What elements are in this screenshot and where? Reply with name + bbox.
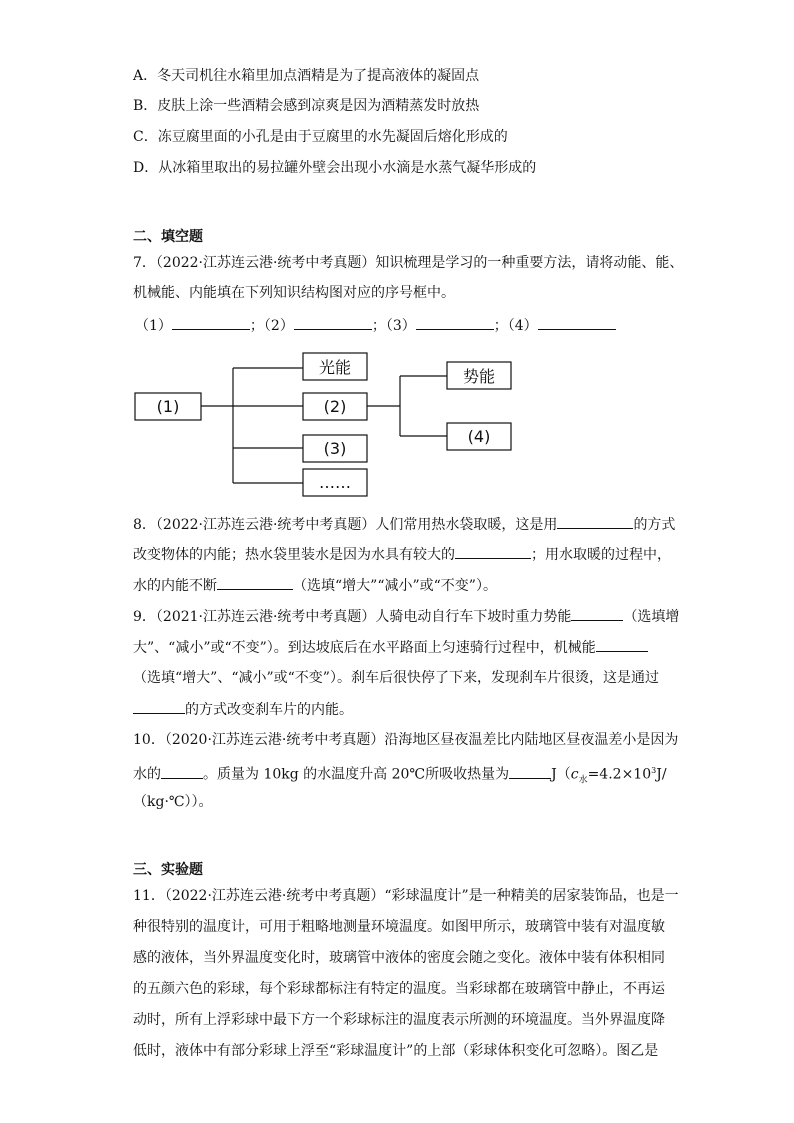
- q9-text-1b: （选填增: [623, 609, 680, 625]
- q8-text-3b: （选填“增大”“减小”或“不变”）。: [293, 578, 497, 594]
- diagram-label-3: (3): [323, 439, 347, 458]
- q8-line-2: [133, 544, 671, 565]
- q8-text-1a: 8．（2022·江苏连云港·统考中考真题）人们常用热水袋取暖，这是用: [133, 517, 558, 533]
- q7-blank1-label: （1）: [135, 318, 172, 334]
- q9-answer-blank-3[interactable]: [133, 699, 185, 714]
- q10-text-2b: 。质量为 10kg 的水温度升高 20℃所吸收热量为: [203, 766, 510, 783]
- q8-answer-blank-1[interactable]: [557, 514, 633, 529]
- section-title-fill-in: 二、填空题: [133, 229, 203, 245]
- q9-line-2: [133, 637, 648, 658]
- q10-answer-blank-1[interactable]: [161, 764, 203, 779]
- choice-c: C．冻豆腐里面的小孔是由于豆腐里的水先凝固后熔化形成的: [133, 129, 508, 145]
- diagram-label-more: ……: [319, 473, 351, 492]
- q11-line-5: 动时，所有上浮彩球中最下方一个彩球标注的温度表示所测的环境温度。当外界温度降: [133, 1012, 665, 1028]
- q11-line-6: 低时，液体中有部分彩球上浮至“彩球温度计”的上部（彩球体积变化可忽略）。图乙是: [133, 1043, 659, 1059]
- q10-text-2c: J（: [551, 766, 571, 783]
- q8-answer-blank-2[interactable]: [455, 544, 531, 559]
- q8-text-1b: 的方式: [633, 517, 676, 533]
- q10-line-1: 10．（2020·江苏连云港·统考中考真题）沿海地区昼夜温差比内陆地区昼夜温差小是因为: [133, 732, 679, 748]
- q10-line-2: [133, 761, 667, 790]
- q9-line-3: （选填“增大”、“减小”或“不变”）。刹车后很快停了下来，发现刹车片很烫，这是通过: [133, 670, 659, 686]
- q10-line-3: （kg·℃））。: [133, 794, 213, 810]
- q8-text-2a: 改变物体的内能；热水袋里装水是因为水具有较大的: [133, 547, 455, 563]
- q11-line-1: 11．（2022·江苏连云港·统考中考真题）“彩球温度计”是一种精美的居家装饰品，也是一: [133, 888, 679, 904]
- q8-line-3: [133, 575, 497, 596]
- diagram-label-potential-energy: 势能: [462, 367, 496, 386]
- q8-text-2b: ；用水取暖的过程中，: [531, 547, 671, 563]
- q11-line-2: 种很特别的温度计，可用于粗略地测量环境温度。如图甲所示，玻璃管中装有对温度敏: [133, 919, 665, 935]
- q10-text-2a: 水的: [133, 766, 161, 783]
- q10-specific-heat-symbol: c: [570, 766, 579, 783]
- q10-specific-heat-value: =4.2×10: [587, 766, 652, 783]
- q9-answer-blank-2[interactable]: [596, 637, 648, 652]
- q7-blank2-label: ；（2）: [249, 318, 294, 334]
- q9-answer-blank-1[interactable]: [571, 606, 623, 621]
- q9-line-4: [133, 699, 353, 720]
- choice-a: A．冬天司机往水箱里加点酒精是为了提高液体的凝固点: [133, 68, 480, 84]
- q8-answer-blank-3[interactable]: [217, 575, 293, 590]
- diagram-label-light-energy: 光能: [318, 358, 352, 377]
- q10-answer-blank-2[interactable]: [509, 764, 551, 779]
- q10-specific-heat-exponent: 3: [651, 766, 657, 775]
- q11-line-3: 感的液体，当外界温度变化时，玻璃管中液体的密度会随之变化。液体中装有体积相同: [133, 950, 665, 966]
- choice-b: B．皮肤上涂一些酒精会感到凉爽是因为酒精蒸发时放热: [133, 98, 480, 114]
- q10-specific-heat-unit: J/: [656, 766, 667, 783]
- q11-line-4: 的五颜六色的彩球，每个彩球都标注有特定的温度。当彩球都在玻璃管中静止，不再运: [133, 981, 665, 997]
- q7-line-2: 机械能、内能填在下列知识结构图对应的序号框中。: [133, 285, 455, 301]
- q10-specific-heat-subscript: 水: [578, 775, 588, 786]
- choice-d: D．从冰箱里取出的易拉罐外壁会出现小水滴是水蒸气凝华形成的: [133, 160, 537, 176]
- q7-line-1: 7．（2022·江苏连云港·统考中考真题）知识梳理是学习的一种重要方法，请将动能、能、: [133, 255, 684, 271]
- section-title-experiment: 三、实验题: [133, 862, 203, 878]
- q7-blank3-label: ；（3）: [371, 318, 416, 334]
- diagram-label-2: (2): [323, 397, 347, 416]
- q8-line-1: [133, 514, 675, 535]
- q8-text-3a: 水的内能不断: [133, 578, 217, 594]
- q7-blank4-label: ；（4）: [493, 318, 538, 334]
- q9-text-1a: 9．（2021·江苏连云港·统考中考真题）人骑电动自行车下坡时重力势能: [133, 609, 572, 625]
- diagram-label-4: (4): [467, 427, 491, 446]
- q9-text-4b: 的方式改变刹车片的内能。: [185, 702, 353, 718]
- q9-text-2a: 大”、“减小”或“不变”）。到达坡底后在水平路面上匀速骑行过程中，机械能: [133, 640, 596, 656]
- diagram-label-1: (1): [156, 397, 180, 416]
- q9-line-1: [133, 606, 679, 627]
